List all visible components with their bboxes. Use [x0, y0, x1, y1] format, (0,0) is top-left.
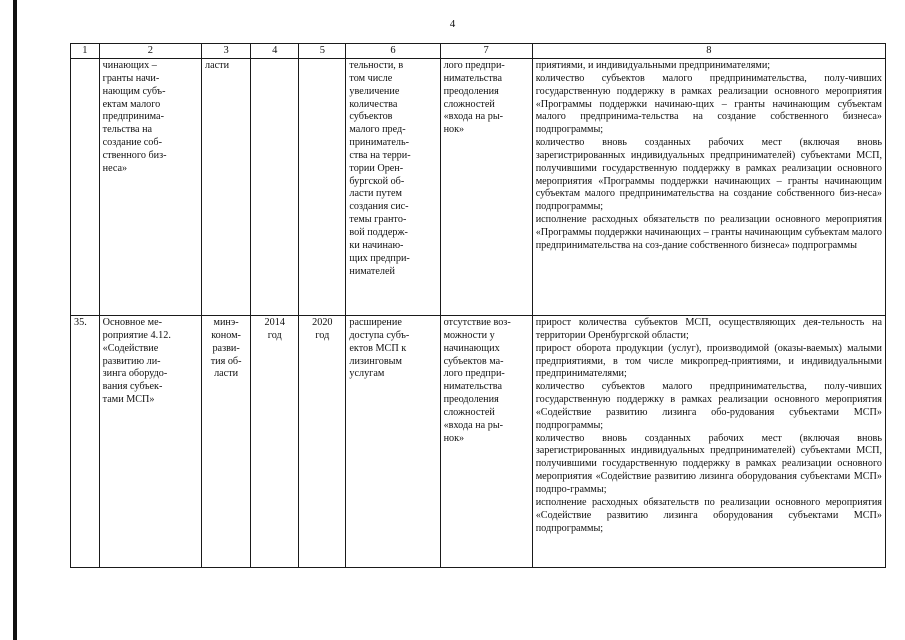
header-cell-6: 6	[346, 44, 440, 59]
header-cell-5: 5	[299, 44, 346, 59]
indicator-text: исполнение расходных обязательств по реализации основного мероприятия «Программы поддержки начинающих – гранты начинающим субъектам малого предпринимательства на соз-дание собственного бизнеса» подпрограммы	[535, 214, 882, 251]
measure-name-cell: чинающих – гранты начи- нающим субъ- ектам малого предпринима- тельства на создание соб- ственного биз- неса»	[99, 59, 201, 316]
indicator-text: количество вновь созданных рабочих мест (включая вновь зарегистрированных индивидуальных предпринимателей) субъектами МСП, получившими государственную поддержку в рамках реализации основного мероприятия «Программы поддержки начинающих – гранты начинающим субъектам малого предпринимательства на создание собственного биз-неса» подпрограммы;	[535, 137, 882, 213]
end-year-cell: 2020 год	[299, 316, 346, 568]
header-cell-4: 4	[251, 44, 299, 59]
table-row-continuation	[71, 59, 886, 316]
consequences-cell: лого предпри- нимательства преодоления сложностей «входа на ры- нок»	[440, 59, 532, 316]
consequences-cell: отсутствие воз- можности у начинающих субъектов ма- лого предпри- нимательства преодоления сложностей «входа на ры- нок»	[440, 316, 532, 568]
table-row-35	[71, 316, 886, 568]
scan-margin-bar	[13, 0, 17, 640]
expected-result-cell: расширение доступа субъ- ектов МСП к лизинговым услугам	[346, 316, 440, 568]
row-number-cell	[71, 59, 100, 316]
indicators-cell	[532, 59, 885, 316]
indicator-text: количество субъектов малого предпринимательства, полу-чивших государственную поддержку в рамках реализации основного мероприятия «Программы поддержки начинаю-щих – гранты начинающим субъектам малого предпринима-тельства на создание собственного бизнеса» подпрограммы;	[535, 72, 882, 136]
end-year-cell	[299, 59, 346, 316]
executor-cell: ласти	[202, 59, 251, 316]
row-number-cell: 35.	[71, 316, 100, 568]
start-year-cell: 2014 год	[251, 316, 299, 568]
measure-name-cell: Основное ме- роприятие 4.12. «Содействие развитию ли- зинга оборудо- вания субъек- тами МСП»	[99, 316, 201, 568]
indicator-text: количество вновь созданных рабочих мест (включая вновь зарегистрированных индивидуальных предпринимателей) субъектами МСП, получившими государственную поддержку в рамках реализации основного мероприятия «Содействие развитию лизинга оборудования субъектами МСП» подпро-граммы;	[535, 432, 882, 495]
indicator-text: прирост оборота продукции (услуг), производимой (оказы-ваемых) малыми предприятиями, в том числе микропред-приятиями, и индивидуальными предпринимателями;	[535, 342, 882, 380]
header-cell-3: 3	[202, 44, 251, 59]
indicators-cell	[532, 316, 885, 568]
indicator-text: приятиями, и индивидуальными предпринимателями;	[535, 60, 771, 71]
executor-cell: минэ- коном- разви- тия об- ласти	[202, 316, 251, 568]
indicator-text: прирост количества субъектов МСП, осуществляющих дея-тельность на территории Оренбургской области;	[535, 317, 882, 341]
header-cell-1: 1	[71, 44, 100, 59]
header-cell-7: 7	[440, 44, 532, 59]
expected-result-cell: тельности, в том числе увеличение количества субъектов малого пред- приниматель- ства на терри- тории Орен- бургской об- ласти путем создания сис- темы грантo- вой поддерж- ки начинаю- щих предпри- нимателей	[346, 59, 440, 316]
header-cell-2: 2	[99, 44, 201, 59]
indicator-text: исполнение расходных обязательств по реализации основного мероприятия «Содействие развитию лизинга оборудования субъектами МСП» подпрограммы;	[535, 496, 882, 534]
start-year-cell	[251, 59, 299, 316]
column-numbers-row	[71, 44, 886, 59]
header-cell-8: 8	[532, 44, 885, 59]
page-number: 4	[449, 18, 456, 30]
indicator-text: количество субъектов малого предпринимательства, полу-чивших государственную поддержку в рамках реализации основного мероприятия «Содействие развитию лизинга обо-рудования субъектами МСП» подпрограммы;	[535, 381, 882, 431]
measures-table	[70, 43, 886, 568]
